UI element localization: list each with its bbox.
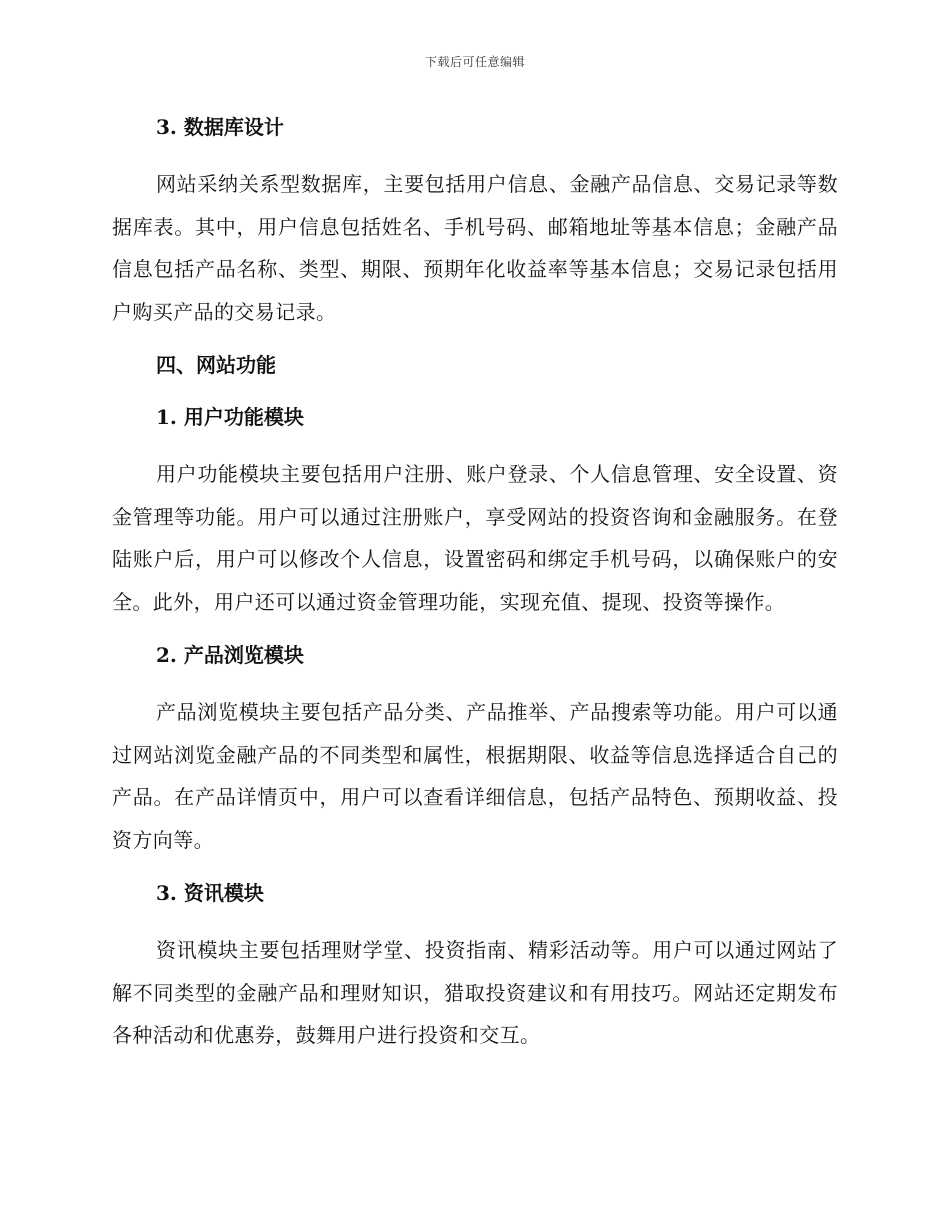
- document-body: [112, 111, 838, 1057]
- section-heading-user-module: 1. 用户功能模块: [156, 405, 304, 429]
- section-heading-news-module: 3. 资讯模块: [156, 881, 264, 905]
- paragraph-database-design: 网站采纳关系型数据库，主要包括用户信息、金融产品信息、交易记录等数据库表。其中，用户信息包括姓名、手机号码、邮箱地址等基本信息；金融产品信息包括产品名称、类型、期限、预期年化收益率等基本信息；交易记录包括用户购买产品的交易记录。: [112, 172, 838, 324]
- chapter-heading-website-functions: 四、网站功能: [156, 353, 276, 377]
- page-header-note: 下载后可任意编辑: [424, 55, 525, 69]
- paragraph-browse-module: 产品浏览模块主要包括产品分类、产品推举、产品搜索等功能。用户可以通过网站浏览金融产品的不同类型和属性，根据期限、收益等信息选择适合自己的产品。在产品详情页中，用户可以查看详细信息，包括产品特色、预期收益、投资方向等。: [112, 700, 838, 852]
- section-heading-browse-module: 2. 产品浏览模块: [156, 643, 304, 667]
- paragraph-news-module: 资讯模块主要包括理财学堂、投资指南、精彩活动等。用户可以通过网站了解不同类型的金融产品和理财知识，猎取投资建议和有用技巧。网站还定期发布各种活动和优惠券，鼓舞用户进行投资和交互。: [112, 938, 838, 1047]
- paragraph-user-module: 用户功能模块主要包括用户注册、账户登录、个人信息管理、安全设置、资金管理等功能。用户可以通过注册账户，享受网站的投资咨询和金融服务。在登陆账户后，用户可以修改个人信息，设置密码和绑定手机号码，以确保账户的安全。此外，用户还可以通过资金管理功能，实现充值、提现、投资等操作。: [112, 462, 838, 614]
- section-heading-database-design: 3. 数据库设计: [156, 115, 284, 139]
